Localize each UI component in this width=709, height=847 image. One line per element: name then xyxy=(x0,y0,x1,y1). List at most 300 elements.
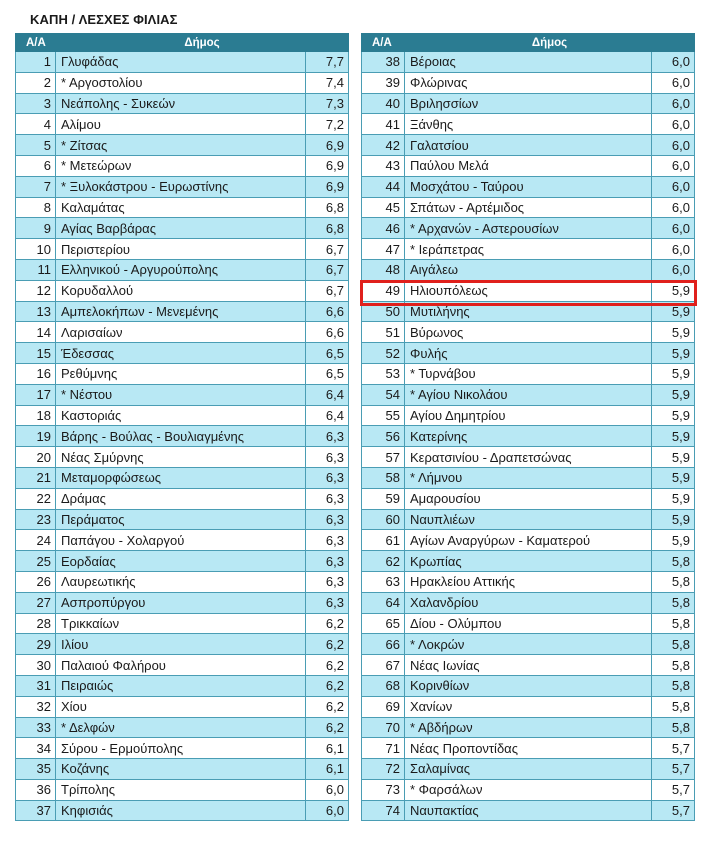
score-cell: 6,4 xyxy=(306,384,349,405)
table-row xyxy=(362,738,695,759)
rank-cell: 35 xyxy=(16,759,56,780)
rank-cell: 69 xyxy=(362,696,405,717)
rank-cell: 1 xyxy=(16,52,56,73)
score-cell: 5,8 xyxy=(652,675,695,696)
rank-cell: 34 xyxy=(16,738,56,759)
rank-cell: 7 xyxy=(16,176,56,197)
rank-cell: 56 xyxy=(362,426,405,447)
score-cell: 6,2 xyxy=(306,717,349,738)
rank-cell: 8 xyxy=(16,197,56,218)
table-row xyxy=(362,384,695,405)
rank-cell: 53 xyxy=(362,363,405,384)
municipality-cell: * Μετεώρων xyxy=(56,155,306,176)
rank-cell: 41 xyxy=(362,114,405,135)
table-row xyxy=(16,696,349,717)
municipality-cell: Κρωπίας xyxy=(405,551,652,572)
score-cell: 6,0 xyxy=(652,239,695,260)
table-row xyxy=(16,363,349,384)
municipality-cell: * Αγίου Νικολάου xyxy=(405,384,652,405)
table-row xyxy=(16,675,349,696)
municipality-cell: * Αβδήρων xyxy=(405,717,652,738)
rank-cell: 52 xyxy=(362,343,405,364)
score-cell: 6,0 xyxy=(652,259,695,280)
score-cell: 6,3 xyxy=(306,509,349,530)
table-row xyxy=(362,343,695,364)
score-cell: 5,9 xyxy=(652,322,695,343)
score-cell: 6,3 xyxy=(306,467,349,488)
score-cell: 6,9 xyxy=(306,176,349,197)
municipality-cell: Νέας Προποντίδας xyxy=(405,738,652,759)
rank-cell: 74 xyxy=(362,800,405,821)
municipality-cell: Σύρου - Ερμούπολης xyxy=(56,738,306,759)
table-row xyxy=(362,800,695,821)
rank-cell: 20 xyxy=(16,447,56,468)
rank-cell: 30 xyxy=(16,655,56,676)
score-cell: 6,0 xyxy=(652,176,695,197)
municipality-cell: Ηρακλείου Αττικής xyxy=(405,571,652,592)
rank-cell: 10 xyxy=(16,239,56,260)
rank-cell: 46 xyxy=(362,218,405,239)
table-row xyxy=(16,447,349,468)
municipality-cell: Κορυδαλλού xyxy=(56,280,306,301)
rank-cell: 19 xyxy=(16,426,56,447)
municipality-cell: Αλίμου xyxy=(56,114,306,135)
municipality-cell: Σαλαμίνας xyxy=(405,759,652,780)
score-cell: 6,0 xyxy=(306,800,349,821)
rank-cell: 2 xyxy=(16,72,56,93)
municipality-cell: Κατερίνης xyxy=(405,426,652,447)
rank-cell: 71 xyxy=(362,738,405,759)
municipality-cell: Ελληνικού - Αργυρούπολης xyxy=(56,259,306,280)
municipality-cell: * Ξυλοκάστρου - Ευρωστίνης xyxy=(56,176,306,197)
rank-cell: 49 xyxy=(362,280,405,301)
rank-cell: 72 xyxy=(362,759,405,780)
score-cell: 6,5 xyxy=(306,363,349,384)
municipality-cell: Λαυρεωτικής xyxy=(56,571,306,592)
score-cell: 6,8 xyxy=(306,218,349,239)
rank-cell: 17 xyxy=(16,384,56,405)
municipality-cell: * Τυρνάβου xyxy=(405,363,652,384)
score-cell: 6,0 xyxy=(306,779,349,800)
score-cell: 5,9 xyxy=(652,509,695,530)
rank-cell: 51 xyxy=(362,322,405,343)
rank-cell: 37 xyxy=(16,800,56,821)
rank-cell: 65 xyxy=(362,613,405,634)
score-cell: 5,9 xyxy=(652,467,695,488)
score-cell: 5,9 xyxy=(652,447,695,468)
score-cell: 6,3 xyxy=(306,530,349,551)
score-cell: 5,8 xyxy=(652,551,695,572)
table-row xyxy=(362,779,695,800)
municipality-cell: Σπάτων - Αρτέμιδος xyxy=(405,197,652,218)
table-row xyxy=(362,259,695,280)
table-row xyxy=(16,426,349,447)
table-row xyxy=(362,114,695,135)
municipality-cell: * Αργοστολίου xyxy=(56,72,306,93)
rank-cell: 13 xyxy=(16,301,56,322)
score-cell: 7,2 xyxy=(306,114,349,135)
column-header-aa: Α/Α xyxy=(362,34,405,52)
table-row xyxy=(362,72,695,93)
table-row xyxy=(362,363,695,384)
table-row xyxy=(16,135,349,156)
table-row xyxy=(16,301,349,322)
score-cell: 5,9 xyxy=(652,384,695,405)
table-row xyxy=(362,571,695,592)
score-cell: 5,8 xyxy=(652,613,695,634)
municipality-cell: Παπάγου - Χολαργού xyxy=(56,530,306,551)
score-cell: 6,9 xyxy=(306,155,349,176)
score-cell: 6,0 xyxy=(652,52,695,73)
score-cell: 6,0 xyxy=(652,93,695,114)
municipality-cell: Καστοριάς xyxy=(56,405,306,426)
table-row xyxy=(362,592,695,613)
municipality-cell: Νέας Σμύρνης xyxy=(56,447,306,468)
municipality-cell: * Αρχανών - Αστερουσίων xyxy=(405,218,652,239)
table-row xyxy=(16,280,349,301)
municipality-cell: Πειραιώς xyxy=(56,675,306,696)
table-row xyxy=(16,197,349,218)
score-cell: 7,4 xyxy=(306,72,349,93)
table-row xyxy=(362,759,695,780)
column-header-municipality: Δήμος xyxy=(56,34,349,52)
rank-cell: 21 xyxy=(16,467,56,488)
table-row xyxy=(16,155,349,176)
score-cell: 6,0 xyxy=(652,135,695,156)
rank-cell: 26 xyxy=(16,571,56,592)
municipality-cell: Βριλησσίων xyxy=(405,93,652,114)
table-row xyxy=(362,176,695,197)
rank-cell: 5 xyxy=(16,135,56,156)
score-cell: 6,2 xyxy=(306,655,349,676)
municipality-cell: Χαλανδρίου xyxy=(405,592,652,613)
rank-cell: 36 xyxy=(16,779,56,800)
municipality-cell: Βύρωνος xyxy=(405,322,652,343)
municipality-cell: Παλαιού Φαλήρου xyxy=(56,655,306,676)
score-cell: 6,8 xyxy=(306,197,349,218)
score-cell: 5,7 xyxy=(652,738,695,759)
table-row xyxy=(16,93,349,114)
table-row xyxy=(362,93,695,114)
table-row xyxy=(16,72,349,93)
table-row xyxy=(16,114,349,135)
municipality-cell: Γαλατσίου xyxy=(405,135,652,156)
municipality-cell: Λαρισαίων xyxy=(56,322,306,343)
rank-cell: 66 xyxy=(362,634,405,655)
score-cell: 5,9 xyxy=(652,343,695,364)
score-cell: 7,3 xyxy=(306,93,349,114)
rank-cell: 4 xyxy=(16,114,56,135)
rank-cell: 60 xyxy=(362,509,405,530)
score-cell: 5,9 xyxy=(652,301,695,322)
score-cell: 7,7 xyxy=(306,52,349,73)
table-row xyxy=(362,322,695,343)
rank-cell: 43 xyxy=(362,155,405,176)
table-row xyxy=(362,488,695,509)
table-row xyxy=(16,634,349,655)
table-row xyxy=(362,447,695,468)
municipality-cell: Ρεθύμνης xyxy=(56,363,306,384)
score-cell: 6,0 xyxy=(652,197,695,218)
municipality-cell: Ηλιουπόλεως xyxy=(405,280,652,301)
municipality-cell: Αμπελοκήπων - Μενεμένης xyxy=(56,301,306,322)
table-row xyxy=(362,301,695,322)
table-row xyxy=(362,197,695,218)
rank-cell: 73 xyxy=(362,779,405,800)
rank-cell: 12 xyxy=(16,280,56,301)
municipality-cell: Βάρης - Βούλας - Βουλιαγμένης xyxy=(56,426,306,447)
table-row xyxy=(362,467,695,488)
table-row xyxy=(362,52,695,73)
municipality-cell: Περάματος xyxy=(56,509,306,530)
table-row xyxy=(16,759,349,780)
table-row xyxy=(362,135,695,156)
municipality-cell: Χανίων xyxy=(405,696,652,717)
rank-cell: 50 xyxy=(362,301,405,322)
table-row xyxy=(16,259,349,280)
table-row xyxy=(362,655,695,676)
rank-cell: 42 xyxy=(362,135,405,156)
table-row xyxy=(362,675,695,696)
rank-cell: 14 xyxy=(16,322,56,343)
municipality-cell: Μοσχάτου - Ταύρου xyxy=(405,176,652,197)
score-cell: 5,8 xyxy=(652,571,695,592)
table-row xyxy=(16,405,349,426)
municipality-cell: Ασπροπύργου xyxy=(56,592,306,613)
score-cell: 6,0 xyxy=(652,114,695,135)
rank-cell: 61 xyxy=(362,530,405,551)
municipality-cell: Αιγάλεω xyxy=(405,259,652,280)
municipality-cell: * Ζίτσας xyxy=(56,135,306,156)
table-row xyxy=(16,322,349,343)
municipality-cell: Μυτιλήνης xyxy=(405,301,652,322)
table-row xyxy=(362,509,695,530)
score-cell: 5,8 xyxy=(652,634,695,655)
table-row xyxy=(16,613,349,634)
municipality-cell: * Ιεράπετρας xyxy=(405,239,652,260)
municipality-cell: Αμαρουσίου xyxy=(405,488,652,509)
municipality-cell: Εορδαίας xyxy=(56,551,306,572)
table-row xyxy=(362,405,695,426)
rank-cell: 55 xyxy=(362,405,405,426)
municipality-cell: * Λήμνου xyxy=(405,467,652,488)
score-cell: 6,7 xyxy=(306,259,349,280)
score-cell: 6,3 xyxy=(306,426,349,447)
score-cell: 5,7 xyxy=(652,759,695,780)
rank-cell: 9 xyxy=(16,218,56,239)
rank-cell: 11 xyxy=(16,259,56,280)
municipality-cell: Αγίων Αναργύρων - Καματερού xyxy=(405,530,652,551)
score-cell: 6,4 xyxy=(306,405,349,426)
rank-cell: 58 xyxy=(362,467,405,488)
municipality-cell: * Νέστου xyxy=(56,384,306,405)
table-row xyxy=(16,176,349,197)
municipality-cell: Ναυπακτίας xyxy=(405,800,652,821)
score-cell: 6,9 xyxy=(306,135,349,156)
score-cell: 6,2 xyxy=(306,675,349,696)
rank-cell: 38 xyxy=(362,52,405,73)
rank-cell: 16 xyxy=(16,363,56,384)
score-cell: 5,8 xyxy=(652,592,695,613)
municipality-cell: Γλυφάδας xyxy=(56,52,306,73)
municipality-cell: Ξάνθης xyxy=(405,114,652,135)
rank-cell: 31 xyxy=(16,675,56,696)
municipality-cell: Ιλίου xyxy=(56,634,306,655)
score-cell: 5,9 xyxy=(652,426,695,447)
rank-cell: 27 xyxy=(16,592,56,613)
table-row xyxy=(362,280,695,301)
rank-cell: 15 xyxy=(16,343,56,364)
score-cell: 6,3 xyxy=(306,571,349,592)
table-row xyxy=(16,779,349,800)
table-row xyxy=(16,800,349,821)
municipality-cell: Περιστερίου xyxy=(56,239,306,260)
ranking-table-left xyxy=(15,33,349,821)
rank-cell: 59 xyxy=(362,488,405,509)
municipality-cell: Νεάπολης - Συκεών xyxy=(56,93,306,114)
score-cell: 6,3 xyxy=(306,592,349,613)
municipality-cell: Δίου - Ολύμπου xyxy=(405,613,652,634)
score-cell: 5,7 xyxy=(652,779,695,800)
table-row xyxy=(362,239,695,260)
score-cell: 5,8 xyxy=(652,717,695,738)
table-row xyxy=(16,384,349,405)
page-title: ΚΑΠΗ / ΛΕΣΧΕΣ ΦΙΛΙΑΣ xyxy=(30,12,178,27)
table-row xyxy=(16,738,349,759)
rank-cell: 3 xyxy=(16,93,56,114)
rank-cell: 32 xyxy=(16,696,56,717)
municipality-cell: Μεταμορφώσεως xyxy=(56,467,306,488)
municipality-cell: Νέας Ιωνίας xyxy=(405,655,652,676)
score-cell: 6,6 xyxy=(306,322,349,343)
rank-cell: 40 xyxy=(362,93,405,114)
table-row xyxy=(16,52,349,73)
table-row xyxy=(16,239,349,260)
table-header-row xyxy=(16,34,349,52)
score-cell: 6,3 xyxy=(306,551,349,572)
table-row xyxy=(16,717,349,738)
municipality-cell: Κοζάνης xyxy=(56,759,306,780)
score-cell: 6,0 xyxy=(652,218,695,239)
score-cell: 6,1 xyxy=(306,738,349,759)
score-cell: 6,3 xyxy=(306,447,349,468)
municipality-cell: Καλαμάτας xyxy=(56,197,306,218)
rank-cell: 45 xyxy=(362,197,405,218)
score-cell: 6,0 xyxy=(652,72,695,93)
score-cell: 5,9 xyxy=(652,488,695,509)
score-cell: 5,9 xyxy=(652,530,695,551)
table-row xyxy=(16,488,349,509)
score-cell: 5,7 xyxy=(652,800,695,821)
score-cell: 6,5 xyxy=(306,343,349,364)
table-row xyxy=(362,696,695,717)
rank-cell: 24 xyxy=(16,530,56,551)
score-cell: 5,8 xyxy=(652,655,695,676)
rank-cell: 62 xyxy=(362,551,405,572)
municipality-cell: Δράμας xyxy=(56,488,306,509)
score-cell: 6,0 xyxy=(652,155,695,176)
score-cell: 6,3 xyxy=(306,488,349,509)
rank-cell: 67 xyxy=(362,655,405,676)
score-cell: 5,9 xyxy=(652,405,695,426)
table-row xyxy=(362,613,695,634)
municipality-cell: Έδεσσας xyxy=(56,343,306,364)
rank-cell: 29 xyxy=(16,634,56,655)
table-row xyxy=(16,218,349,239)
rank-cell: 54 xyxy=(362,384,405,405)
table-row xyxy=(362,530,695,551)
table-row xyxy=(362,634,695,655)
table-row xyxy=(16,509,349,530)
rank-cell: 47 xyxy=(362,239,405,260)
municipality-cell: Χίου xyxy=(56,696,306,717)
municipality-cell: Τρικκαίων xyxy=(56,613,306,634)
municipality-cell: Ναυπλιέων xyxy=(405,509,652,530)
rank-cell: 63 xyxy=(362,571,405,592)
municipality-cell: Βέροιας xyxy=(405,52,652,73)
score-cell: 6,1 xyxy=(306,759,349,780)
table-row xyxy=(16,571,349,592)
score-cell: 6,2 xyxy=(306,613,349,634)
column-header-municipality: Δήμος xyxy=(405,34,695,52)
municipality-cell: Κηφισιάς xyxy=(56,800,306,821)
rank-cell: 39 xyxy=(362,72,405,93)
municipality-cell: Φλώρινας xyxy=(405,72,652,93)
table-row xyxy=(362,218,695,239)
table-row xyxy=(362,717,695,738)
municipality-cell: * Δελφών xyxy=(56,717,306,738)
rank-cell: 25 xyxy=(16,551,56,572)
score-cell: 6,2 xyxy=(306,634,349,655)
rank-cell: 57 xyxy=(362,447,405,468)
rank-cell: 23 xyxy=(16,509,56,530)
score-cell: 5,9 xyxy=(652,363,695,384)
table-row xyxy=(16,592,349,613)
rank-cell: 70 xyxy=(362,717,405,738)
table-row xyxy=(16,467,349,488)
municipality-cell: * Λοκρών xyxy=(405,634,652,655)
municipality-cell: * Φαρσάλων xyxy=(405,779,652,800)
score-cell: 6,6 xyxy=(306,301,349,322)
municipality-cell: Αγίας Βαρβάρας xyxy=(56,218,306,239)
score-cell: 5,8 xyxy=(652,696,695,717)
rank-cell: 28 xyxy=(16,613,56,634)
table-row xyxy=(362,426,695,447)
municipality-cell: Τρίπολης xyxy=(56,779,306,800)
score-cell: 6,7 xyxy=(306,280,349,301)
municipality-cell: Αγίου Δημητρίου xyxy=(405,405,652,426)
rank-cell: 18 xyxy=(16,405,56,426)
table-row xyxy=(16,655,349,676)
table-header-row xyxy=(362,34,695,52)
rank-cell: 64 xyxy=(362,592,405,613)
municipality-cell: Παύλου Μελά xyxy=(405,155,652,176)
rank-cell: 33 xyxy=(16,717,56,738)
table-row xyxy=(362,551,695,572)
municipality-cell: Κερατσινίου - Δραπετσώνας xyxy=(405,447,652,468)
table-row xyxy=(362,155,695,176)
score-cell: 5,9 xyxy=(652,280,695,301)
table-row xyxy=(16,551,349,572)
rank-cell: 22 xyxy=(16,488,56,509)
municipality-cell: Φυλής xyxy=(405,343,652,364)
table-row xyxy=(16,343,349,364)
ranking-table-right xyxy=(361,33,695,821)
rank-cell: 44 xyxy=(362,176,405,197)
rank-cell: 68 xyxy=(362,675,405,696)
column-header-aa: Α/Α xyxy=(16,34,56,52)
score-cell: 6,2 xyxy=(306,696,349,717)
